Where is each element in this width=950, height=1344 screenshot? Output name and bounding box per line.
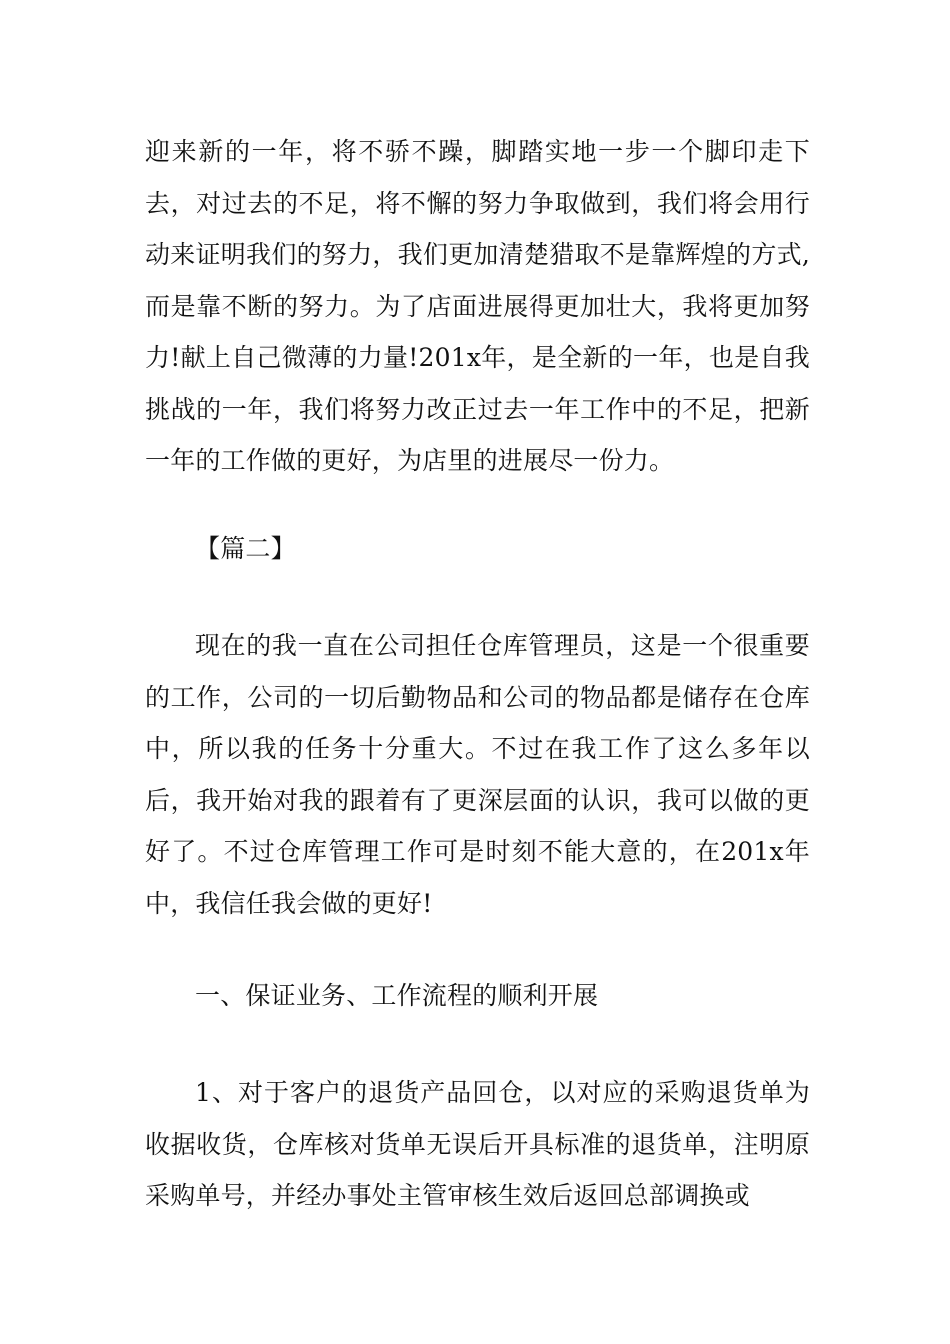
subheading-workflow: 一、保证业务、工作流程的顺利开展 [195, 981, 599, 1010]
paragraph-warehouse-intro: 现在的我一直在公司担任仓库管理员，这是一个很重要的工作，公司的一切后勤物品和公司的物品都是储存在仓库中，所以我的任务十分重大。不过在我工作了这么多年以后，我开始对我的跟着有了更深层面的认识，我可以做的更好了。不过仓库管理工作可是时刻不能大意的，在201x年中，我信任我会做的更好! [145, 631, 810, 918]
paragraph-returns: 1、对于客户的退货产品回仓，以对应的采购退货单为收据收货，仓库核对货单无误后开具标准的退货单，注明原采购单号，并经办事处主管审核生效后返回总部调换或 [145, 1078, 810, 1210]
paragraph-continuation: 迎来新的一年，将不骄不躁，脚踏实地一步一个脚印走下去，对过去的不足，将不懈的努力争取做到，我们将会用行动来证明我们的努力，我们更加清楚猎取不是靠辉煌的方式,而是靠不断的努力。为了店面进展得更加壮大，我将更加努力!献上自己微薄的力量!201x年，是全新的一年，也是自我挑战的一年，我们将努力改正过去一年工作中的不足，把新一年的工作做的更好，为店里的进展尽一份力。 [145, 137, 810, 475]
section-heading: 【篇二】 [195, 534, 296, 563]
